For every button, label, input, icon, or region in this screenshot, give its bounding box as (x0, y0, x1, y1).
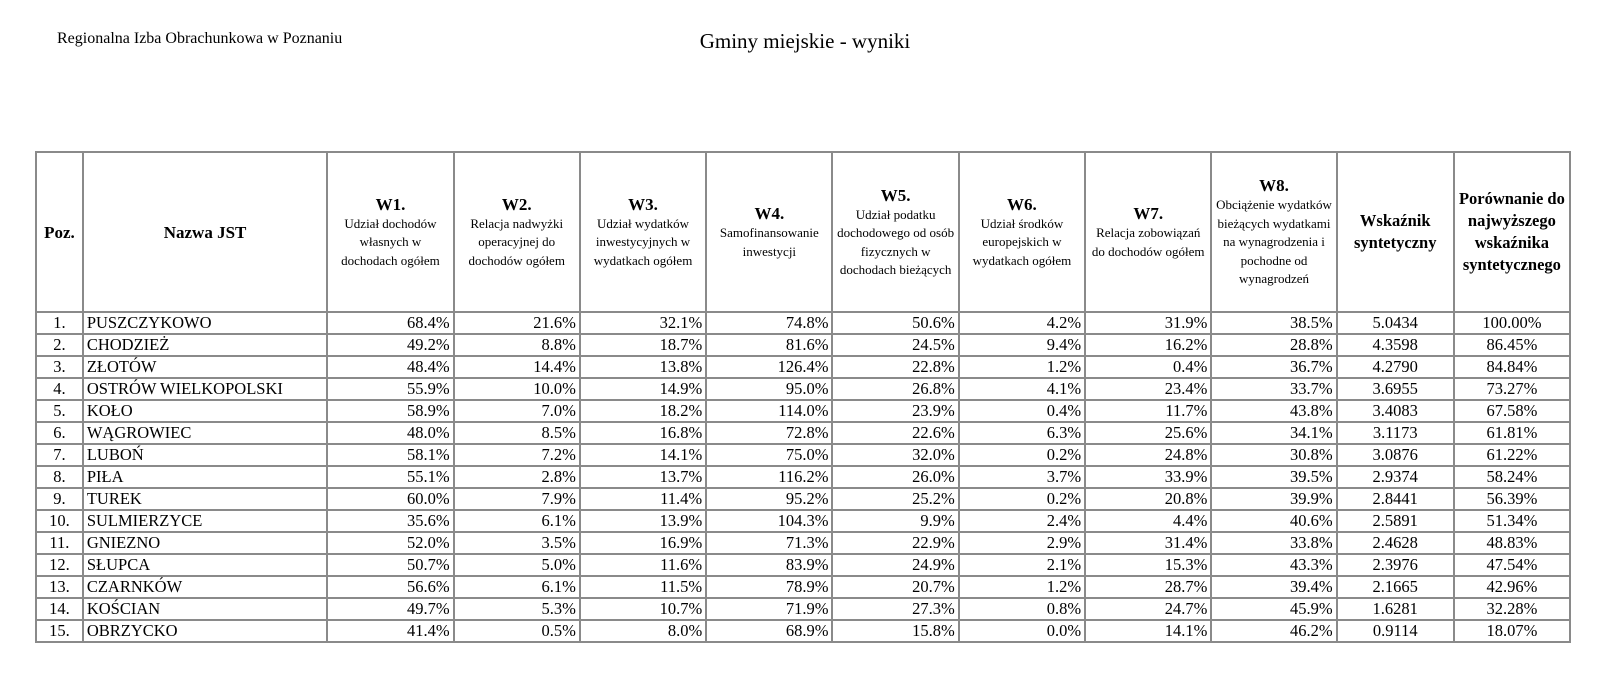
cell-w6: 2.9% (959, 532, 1085, 554)
cell-w4: 81.6% (706, 334, 832, 356)
cell-w2: 10.0% (454, 378, 580, 400)
cell-w1: 48.0% (327, 422, 453, 444)
cell-w3: 18.7% (580, 334, 706, 356)
cell-name: CZARNKÓW (83, 576, 327, 598)
cell-poz: 14. (36, 598, 83, 620)
cell-w1: 49.7% (327, 598, 453, 620)
cell-w8: 39.5% (1211, 466, 1336, 488)
cell-w3: 13.7% (580, 466, 706, 488)
col-header-name: Nazwa JST (83, 152, 327, 312)
table-row (36, 532, 1570, 554)
cell-poz: 8. (36, 466, 83, 488)
cell-w2: 7.2% (454, 444, 580, 466)
cell-w8: 34.1% (1211, 422, 1336, 444)
table-row (36, 422, 1570, 444)
cell-w5: 24.5% (832, 334, 958, 356)
cell-w6: 4.2% (959, 312, 1085, 334)
cell-w8: 28.8% (1211, 334, 1336, 356)
cell-w8: 43.3% (1211, 554, 1336, 576)
cell-w3: 16.9% (580, 532, 706, 554)
cell-w7: 33.9% (1085, 466, 1211, 488)
cell-comparison: 61.81% (1454, 422, 1570, 444)
cell-w8: 43.8% (1211, 400, 1336, 422)
cell-w4: 75.0% (706, 444, 832, 466)
table-row (36, 356, 1570, 378)
page-title: Gminy miejskie - wyniki (699, 29, 911, 53)
cell-w2: 3.5% (454, 532, 580, 554)
cell-w2: 6.1% (454, 576, 580, 598)
cell-synthetic: 0.9114 (1337, 620, 1454, 642)
col-header-w1: W1. Udział dochodów własnych w dochodach ogółem (327, 152, 453, 312)
cell-name: SŁUPCA (83, 554, 327, 576)
cell-w2: 21.6% (454, 312, 580, 334)
cell-w4: 78.9% (706, 576, 832, 598)
cell-w1: 41.4% (327, 620, 453, 642)
cell-w2: 8.8% (454, 334, 580, 356)
cell-w5: 9.9% (832, 510, 958, 532)
cell-comparison: 18.07% (1454, 620, 1570, 642)
cell-w5: 23.9% (832, 400, 958, 422)
cell-w4: 71.9% (706, 598, 832, 620)
cell-w8: 33.8% (1211, 532, 1336, 554)
cell-w7: 25.6% (1085, 422, 1211, 444)
cell-name: SULMIERZYCE (83, 510, 327, 532)
table-row (36, 598, 1570, 620)
cell-w3: 10.7% (580, 598, 706, 620)
col-header-w5: W5. Udział podatku dochodowego od osób fizycznych w dochodach bieżących (832, 152, 958, 312)
cell-w6: 0.2% (959, 444, 1085, 466)
table-row (36, 554, 1570, 576)
cell-w1: 68.4% (327, 312, 453, 334)
cell-synthetic: 2.9374 (1337, 466, 1454, 488)
table-row (36, 400, 1570, 422)
cell-comparison: 47.54% (1454, 554, 1570, 576)
cell-poz: 6. (36, 422, 83, 444)
cell-w7: 31.4% (1085, 532, 1211, 554)
cell-w3: 13.9% (580, 510, 706, 532)
cell-poz: 4. (36, 378, 83, 400)
cell-synthetic: 2.1665 (1337, 576, 1454, 598)
cell-w7: 4.4% (1085, 510, 1211, 532)
results-table (35, 151, 1571, 643)
cell-w8: 33.7% (1211, 378, 1336, 400)
cell-w6: 2.1% (959, 554, 1085, 576)
cell-name: KOŁO (83, 400, 327, 422)
cell-w1: 35.6% (327, 510, 453, 532)
cell-w3: 8.0% (580, 620, 706, 642)
col-header-w4: W4. Samofinansowanie inwestycji (706, 152, 832, 312)
cell-comparison: 100.00% (1454, 312, 1570, 334)
cell-synthetic: 4.2790 (1337, 356, 1454, 378)
cell-w7: 28.7% (1085, 576, 1211, 598)
cell-w5: 15.8% (832, 620, 958, 642)
cell-w6: 3.7% (959, 466, 1085, 488)
cell-w6: 2.4% (959, 510, 1085, 532)
cell-w6: 1.2% (959, 356, 1085, 378)
cell-w8: 30.8% (1211, 444, 1336, 466)
cell-w6: 1.2% (959, 576, 1085, 598)
cell-w2: 14.4% (454, 356, 580, 378)
cell-w3: 32.1% (580, 312, 706, 334)
cell-w6: 0.8% (959, 598, 1085, 620)
cell-synthetic: 3.1173 (1337, 422, 1454, 444)
organization-name: Regionalna Izba Obrachunkowa w Poznaniu (57, 30, 343, 47)
cell-synthetic: 3.0876 (1337, 444, 1454, 466)
cell-w7: 24.8% (1085, 444, 1211, 466)
cell-w4: 68.9% (706, 620, 832, 642)
cell-w6: 6.3% (959, 422, 1085, 444)
cell-w7: 0.4% (1085, 356, 1211, 378)
cell-w1: 55.9% (327, 378, 453, 400)
cell-w3: 18.2% (580, 400, 706, 422)
cell-w8: 39.4% (1211, 576, 1336, 598)
cell-w1: 55.1% (327, 466, 453, 488)
cell-name: GNIEZNO (83, 532, 327, 554)
cell-poz: 9. (36, 488, 83, 510)
cell-w8: 36.7% (1211, 356, 1336, 378)
table-row (36, 620, 1570, 642)
cell-w4: 72.8% (706, 422, 832, 444)
table-row (36, 312, 1570, 334)
cell-comparison: 48.83% (1454, 532, 1570, 554)
col-header-w2: W2. Relacja nadwyżki operacyjnej do dochodów ogółem (454, 152, 580, 312)
cell-w5: 50.6% (832, 312, 958, 334)
cell-name: OBRZYCKO (83, 620, 327, 642)
table-body (36, 312, 1570, 642)
cell-synthetic: 2.4628 (1337, 532, 1454, 554)
col-header-synthetic: Wskaźnik syntetyczny (1337, 152, 1454, 312)
cell-comparison: 51.34% (1454, 510, 1570, 532)
cell-w4: 83.9% (706, 554, 832, 576)
cell-comparison: 84.84% (1454, 356, 1570, 378)
cell-w3: 13.8% (580, 356, 706, 378)
cell-poz: 15. (36, 620, 83, 642)
cell-w1: 49.2% (327, 334, 453, 356)
cell-w6: 4.1% (959, 378, 1085, 400)
cell-w7: 15.3% (1085, 554, 1211, 576)
cell-w8: 40.6% (1211, 510, 1336, 532)
cell-w7: 20.8% (1085, 488, 1211, 510)
cell-poz: 10. (36, 510, 83, 532)
cell-w4: 71.3% (706, 532, 832, 554)
cell-w3: 11.6% (580, 554, 706, 576)
table-row (36, 510, 1570, 532)
cell-w3: 16.8% (580, 422, 706, 444)
cell-w8: 46.2% (1211, 620, 1336, 642)
cell-w4: 126.4% (706, 356, 832, 378)
cell-comparison: 73.27% (1454, 378, 1570, 400)
cell-w8: 38.5% (1211, 312, 1336, 334)
col-header-w3: W3. Udział wydatków inwestycyjnych w wydatkach ogółem (580, 152, 706, 312)
cell-comparison: 67.58% (1454, 400, 1570, 422)
cell-w1: 52.0% (327, 532, 453, 554)
cell-comparison: 61.22% (1454, 444, 1570, 466)
cell-synthetic: 2.3976 (1337, 554, 1454, 576)
table-row (36, 444, 1570, 466)
cell-synthetic: 1.6281 (1337, 598, 1454, 620)
cell-w7: 24.7% (1085, 598, 1211, 620)
cell-w5: 26.8% (832, 378, 958, 400)
cell-w6: 0.0% (959, 620, 1085, 642)
cell-w8: 45.9% (1211, 598, 1336, 620)
cell-name: CHODZIEŻ (83, 334, 327, 356)
cell-w1: 58.9% (327, 400, 453, 422)
col-header-poz: Poz. (36, 152, 83, 312)
cell-comparison: 32.28% (1454, 598, 1570, 620)
cell-w7: 14.1% (1085, 620, 1211, 642)
cell-w1: 50.7% (327, 554, 453, 576)
cell-w5: 20.7% (832, 576, 958, 598)
header-row (36, 152, 1570, 312)
cell-w5: 26.0% (832, 466, 958, 488)
cell-w4: 114.0% (706, 400, 832, 422)
cell-poz: 3. (36, 356, 83, 378)
cell-w4: 104.3% (706, 510, 832, 532)
cell-w2: 0.5% (454, 620, 580, 642)
cell-name: LUBOŃ (83, 444, 327, 466)
col-header-comparison: Porównanie do najwyższego wskaźnika syntetycznego (1454, 152, 1570, 312)
cell-w3: 14.1% (580, 444, 706, 466)
cell-poz: 7. (36, 444, 83, 466)
cell-w4: 116.2% (706, 466, 832, 488)
cell-w3: 11.4% (580, 488, 706, 510)
cell-w7: 16.2% (1085, 334, 1211, 356)
cell-poz: 1. (36, 312, 83, 334)
cell-w5: 32.0% (832, 444, 958, 466)
cell-poz: 11. (36, 532, 83, 554)
cell-comparison: 86.45% (1454, 334, 1570, 356)
cell-name: PUSZCZYKOWO (83, 312, 327, 334)
cell-name: KOŚCIAN (83, 598, 327, 620)
cell-comparison: 42.96% (1454, 576, 1570, 598)
cell-w4: 95.2% (706, 488, 832, 510)
table-row (36, 466, 1570, 488)
cell-name: OSTRÓW WIELKOPOLSKI (83, 378, 327, 400)
cell-w5: 22.6% (832, 422, 958, 444)
cell-w5: 22.9% (832, 532, 958, 554)
cell-synthetic: 3.6955 (1337, 378, 1454, 400)
cell-w6: 0.2% (959, 488, 1085, 510)
cell-w2: 7.9% (454, 488, 580, 510)
col-header-w6: W6. Udział środków europejskich w wydatkach ogółem (959, 152, 1085, 312)
cell-w1: 58.1% (327, 444, 453, 466)
cell-w3: 11.5% (580, 576, 706, 598)
cell-w7: 11.7% (1085, 400, 1211, 422)
col-header-w7: W7. Relacja zobowiązań do dochodów ogółem (1085, 152, 1211, 312)
cell-synthetic: 3.4083 (1337, 400, 1454, 422)
cell-w8: 39.9% (1211, 488, 1336, 510)
cell-w6: 0.4% (959, 400, 1085, 422)
cell-poz: 13. (36, 576, 83, 598)
cell-w6: 9.4% (959, 334, 1085, 356)
cell-name: TUREK (83, 488, 327, 510)
cell-comparison: 58.24% (1454, 466, 1570, 488)
cell-w2: 2.8% (454, 466, 580, 488)
table-row (36, 576, 1570, 598)
cell-w5: 27.3% (832, 598, 958, 620)
cell-name: PIŁA (83, 466, 327, 488)
cell-comparison: 56.39% (1454, 488, 1570, 510)
cell-w5: 24.9% (832, 554, 958, 576)
cell-w4: 95.0% (706, 378, 832, 400)
cell-poz: 5. (36, 400, 83, 422)
cell-name: ZŁOTÓW (83, 356, 327, 378)
table-row (36, 488, 1570, 510)
cell-w2: 8.5% (454, 422, 580, 444)
cell-w1: 60.0% (327, 488, 453, 510)
cell-poz: 12. (36, 554, 83, 576)
cell-w5: 22.8% (832, 356, 958, 378)
cell-w5: 25.2% (832, 488, 958, 510)
cell-w2: 7.0% (454, 400, 580, 422)
cell-w2: 5.0% (454, 554, 580, 576)
cell-w1: 56.6% (327, 576, 453, 598)
cell-synthetic: 2.8441 (1337, 488, 1454, 510)
cell-w2: 6.1% (454, 510, 580, 532)
cell-synthetic: 5.0434 (1337, 312, 1454, 334)
cell-synthetic: 4.3598 (1337, 334, 1454, 356)
cell-w7: 23.4% (1085, 378, 1211, 400)
cell-poz: 2. (36, 334, 83, 356)
col-header-w8: W8. Obciążenie wydatków bieżących wydatkami na wynagrodzenia i pochodne od wynagrodzeń (1211, 152, 1336, 312)
cell-synthetic: 2.5891 (1337, 510, 1454, 532)
cell-w2: 5.3% (454, 598, 580, 620)
cell-w3: 14.9% (580, 378, 706, 400)
table-row (36, 378, 1570, 400)
cell-w4: 74.8% (706, 312, 832, 334)
cell-w1: 48.4% (327, 356, 453, 378)
table-row (36, 334, 1570, 356)
cell-name: WĄGROWIEC (83, 422, 327, 444)
cell-w7: 31.9% (1085, 312, 1211, 334)
